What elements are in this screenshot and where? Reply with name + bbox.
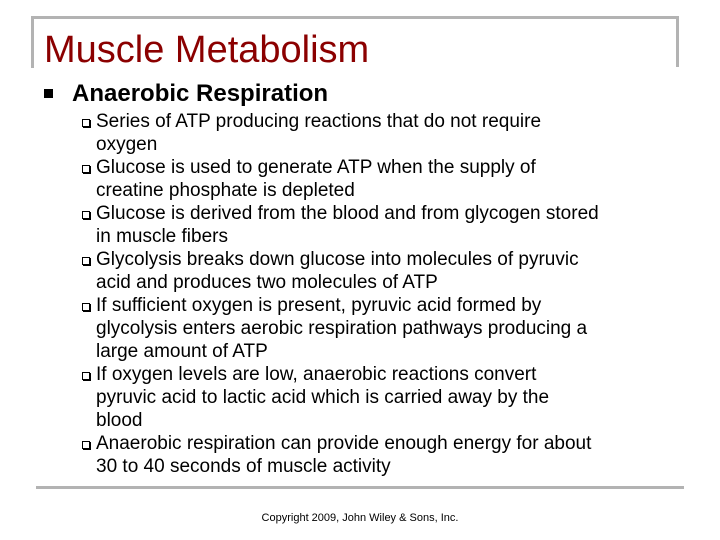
title-frame-top-line xyxy=(31,16,679,19)
sub-bullet-text: Glucose is derived from the blood and from glycogen stored in muscle fibers xyxy=(96,203,599,247)
sub-bullet-item xyxy=(82,156,682,202)
copyright-footer: Copyright 2009, John Wiley & Sons, Inc. xyxy=(261,512,459,524)
sub-bullet-text: Glucose is used to generate ATP when the supply of creatine phosphate is depleted xyxy=(96,157,536,201)
title-frame-left-line xyxy=(31,16,34,68)
hollow-square-bullet-icon xyxy=(82,119,90,127)
sub-bullet-item xyxy=(82,202,682,248)
sub-bullet-text: Anaerobic respiration can provide enough energy for about 30 to 40 seconds of muscle activity xyxy=(96,433,592,477)
footer-divider-line xyxy=(36,486,684,489)
main-bullet-heading: Anaerobic Respiration xyxy=(72,80,329,107)
hollow-square-bullet-icon xyxy=(82,441,90,449)
hollow-square-bullet-icon xyxy=(82,165,90,173)
sub-bullet-text: Glycolysis breaks down glucose into molecules of pyruvic acid and produces two molecules of ATP xyxy=(96,249,579,293)
sub-bullet-item xyxy=(82,110,682,156)
title-frame-right-line xyxy=(676,16,679,67)
square-bullet-icon xyxy=(44,89,53,98)
sub-bullet-item xyxy=(82,248,682,294)
sub-bullet-text: If sufficient oxygen is present, pyruvic acid formed by glycolysis enters aerobic respiration pathways producing a large amount of ATP xyxy=(96,295,588,362)
hollow-square-bullet-icon xyxy=(82,211,90,219)
sub-bullet-item xyxy=(82,363,682,432)
hollow-square-bullet-icon xyxy=(82,303,90,311)
hollow-square-bullet-icon xyxy=(82,257,90,265)
hollow-square-bullet-icon xyxy=(82,372,90,380)
sub-bullet-item xyxy=(82,294,682,363)
sub-bullet-item xyxy=(82,432,682,478)
sub-bullet-list xyxy=(82,110,682,478)
sub-bullet-text: Series of ATP producing reactions that do not require oxygen xyxy=(96,111,542,155)
sub-bullet-text: If oxygen levels are low, anaerobic reactions convert pyruvic acid to lactic acid which is carried away by the blood xyxy=(96,364,550,431)
slide-title: Muscle Metabolism xyxy=(44,29,370,71)
